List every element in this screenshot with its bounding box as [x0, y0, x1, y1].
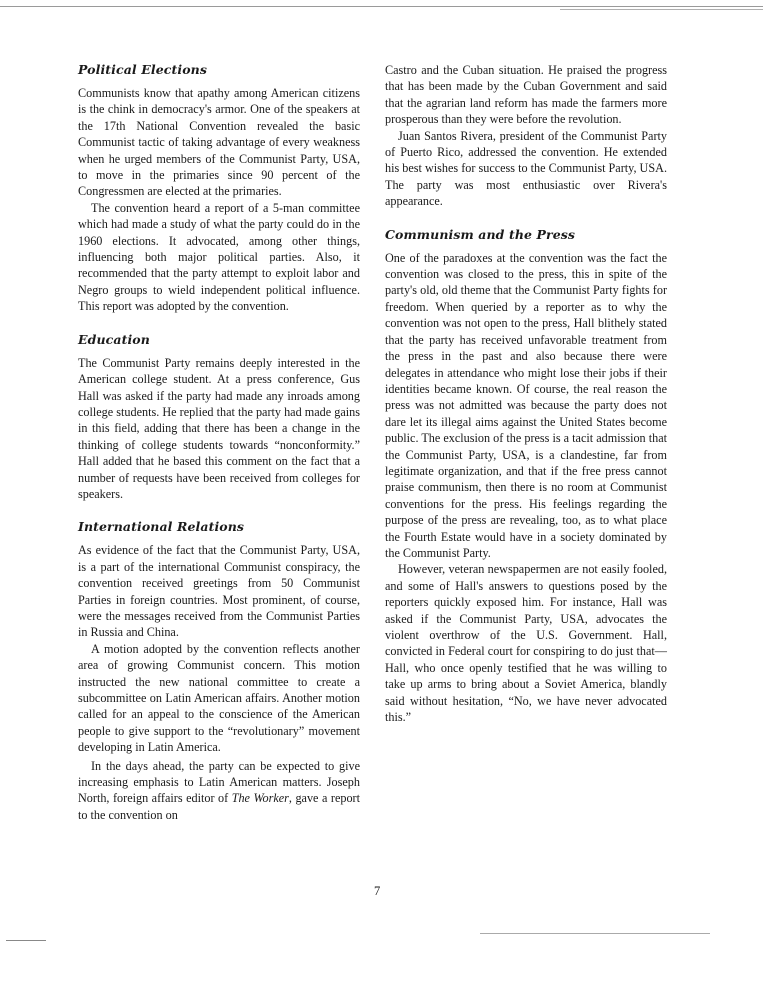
- page-number: 7: [374, 884, 381, 898]
- heading-communism-and-press: Communism and the Press: [385, 226, 576, 242]
- paragraph: Juan Santos Rivera, president of the Communist Party of Puerto Rico, addressed the convention. He extended his best wishes for success to the Communist Party, USA. The party was most enthusiastic over Rivera's appearance.: [385, 128, 667, 209]
- heading-political-elections: Political Elections: [78, 62, 207, 77]
- heading-international-relations: International Relations: [78, 519, 245, 535]
- paragraph: Castro and the Cuban situation. He praised the progress that has been made by the Cuban Government and said that the agrarian land reform has made the farmers more prosperous than they were before the revolution.: [385, 63, 667, 127]
- paragraph-text: In the days ahead, the party can be expected to give increasing emphasis to Latin American matters. Joseph North, foreign affairs editor of: [78, 758, 360, 806]
- bottom-right-scan-line: [480, 933, 710, 934]
- paragraph: As evidence of the fact that the Communist Party, USA, is a part of the international Communist conspiracy, the convention received greetings from 50 Communist Parties in foreign countries. Most prominent, of course, were the messages received from the Communist Parties in Russia and China.: [78, 543, 360, 640]
- bottom-left-scan-line: [6, 940, 46, 941]
- paragraph: [78, 758, 360, 824]
- heading-education: Education: [78, 331, 150, 347]
- left-column: [78, 62, 360, 823]
- publication-title: The Worker: [231, 791, 289, 806]
- top-scan-line-right: [560, 9, 763, 10]
- right-column: [385, 62, 667, 725]
- paragraph: A motion adopted by the convention reflects another area of growing Communist concern. This motion instructed the new national committee to create a subcommittee on Latin American affairs. Another motion called for an appeal to the conscience of the American people to give support to the “revolutionary” movement developing in Latin America.: [78, 641, 360, 755]
- paragraph: The convention heard a report of a 5-man committee which had made a study of what the party could do in the 1960 elections. It advocated, among other things, influencing both major political parties. Also, it recommended that the party attempt to exploit labor and Negro groups to wield independent political influence. This report was adopted by the convention.: [78, 200, 360, 314]
- paragraph: However, veteran newspapermen are not easily fooled, and some of Hall's answers to questions posed by the reporters quickly exposed him. For instance, Hall was asked if the Communist Party, USA, advocates the violent overthrow of the U.S. Government. Hall, convicted in Federal court for conspiring to do just that—Hall, who once openly testified that he was willing to take up arms to bring about a Soviet America, blandly said without hesitation, “No, we have never advocated this.”: [385, 562, 667, 725]
- paragraph: The Communist Party remains deeply interested in the American college student. At a press conference, Gus Hall was asked if the party had made any inroads among college students. He replied that the party had made gains in this field, adding that there has been a change in the thinking of college students towards “nonconformity.” Hall added that he based this comment on the fact that a number of requests have been received from colleges for speakers.: [78, 355, 360, 501]
- paragraph: One of the paradoxes at the convention was the fact the convention was closed to the press, this in spite of the party's old, old theme that the Communist Party fights for freedom. When queried by a reporter as to why the convention was not open to the press, Hall blithely stated that the party has received unfavorable treatment from the press in the past and also because there were delegates in attendance who might lose their jobs if their identities became known. Of course, the real reason the press was not admitted was because the party does not dare let its illegal aims against the United States become public. The exclusion of the press is a tacit admission that the Communist Party, USA, is a clandestine, far from legitimate organization, and that if the free press cannot praise communism, then there is no room at Communist conventions for the press. His feelings regarding the purpose of the press are revealing, too, as to what place the Fourth Estate would have in a society dominated by the Communist Party.: [385, 250, 667, 560]
- paragraph: Communists know that apathy among American citizens is the chink in democracy's armor. One of the speakers at the 17th National Convention revealed the basic Communist tactic of taking advantage of every weakness when he urged members of the Communist Party, USA, to move in the primaries since 90 percent of the Congressmen are elected at the primaries.: [78, 86, 360, 199]
- top-scan-line: [0, 6, 763, 7]
- paragraph-text: , gave a report to the convention on: [78, 791, 360, 822]
